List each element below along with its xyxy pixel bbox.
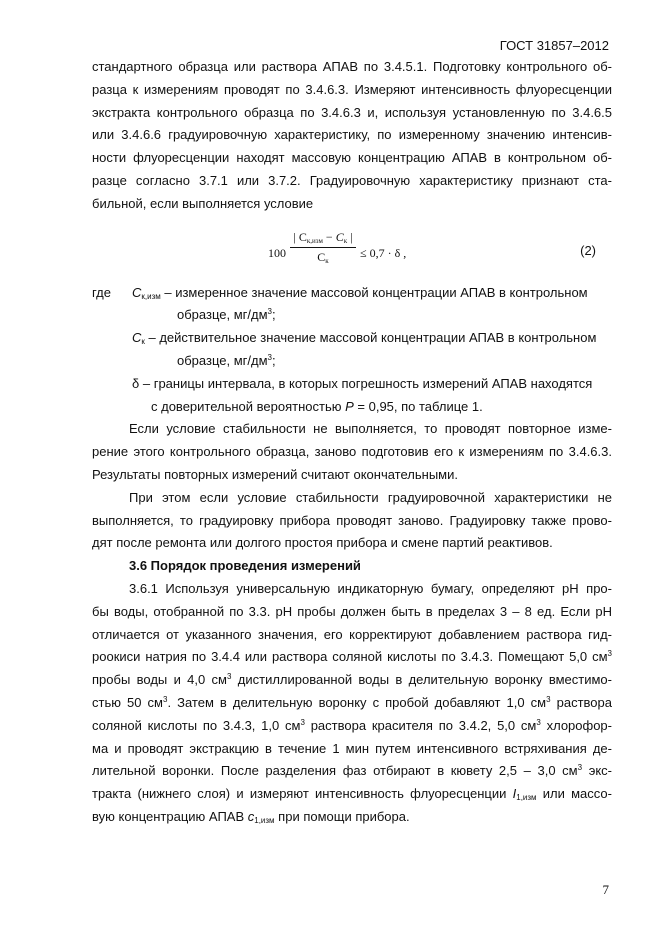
definition-delta	[92, 373, 612, 396]
text-line: бы воды, отобранной по 3.3. pH пробы должен быть в пределах 3 – 8 ед. Если pH	[92, 603, 612, 619]
formula-fraction	[290, 228, 356, 267]
symbol: C	[132, 330, 142, 346]
superscript: 3	[546, 694, 551, 704]
paragraph-recalibration	[92, 487, 612, 555]
definition-continuation	[92, 304, 612, 327]
definition-body: – границы интервала, в которых погрешность измерений АПАВ находятся	[139, 375, 593, 391]
text-line: Результаты повторных измерений считают окончательными.	[92, 466, 458, 482]
num-symbol-a: C	[298, 229, 307, 244]
section-title: 3.6 Порядок проведения измерений	[129, 558, 361, 574]
text-span: лительной воронки. После разделения фаз отбирают в кювету 2,5 – 3,0 см	[92, 763, 578, 779]
text-line: отличается от указанного значения, его корректируют добавлением раствора гид-	[92, 626, 612, 642]
text-line: экстракта контрольного образца по 3.4.6.3 и, используя установленную по 3.4.6.5	[92, 104, 612, 120]
formula-2	[92, 220, 612, 282]
text-line	[92, 806, 612, 829]
text-line	[92, 715, 612, 738]
superscript: 3	[267, 307, 272, 317]
continuation-text: образце, мг/дм	[177, 352, 268, 368]
text-line: разце согласно 3.7.1 или 3.7.2. Градуировочную характеристику признают ста-	[92, 172, 612, 188]
definition-body: – измеренное значение массовой концентрации АПАВ в контрольном	[160, 284, 588, 300]
superscript: 3	[162, 694, 168, 704]
text-line: При этом если условие стабильности градуировочной характеристики не	[129, 489, 612, 505]
symbol-p: P	[345, 398, 354, 414]
definition-c-meas	[92, 282, 612, 305]
paragraph-stability	[92, 418, 612, 486]
definition-continuation	[92, 350, 612, 373]
formula-numerator: | Cк,изм − Cк |	[293, 229, 353, 245]
superscript: 3	[267, 352, 272, 362]
text-span: . Затем в делительную воронку с пробой добавляют 1,0 см	[167, 694, 547, 710]
definition-text	[132, 327, 596, 350]
text-line: бильной, если выполняется условие	[92, 195, 314, 211]
text-span: тракта (нижнего слоя) и измеряют интенсивность флуоресценции	[92, 786, 513, 802]
text-span: соляной кислоты по 3.4.3, 1,0 см	[92, 717, 301, 733]
text-line	[92, 783, 612, 806]
formula-number: (2)	[580, 242, 596, 258]
text-span: раствора	[550, 694, 612, 710]
superscript: 3	[577, 763, 583, 773]
subscript: 1,изм	[516, 793, 537, 803]
continuation-text: образце, мг/дм	[177, 307, 268, 323]
minus-sign: −	[325, 229, 333, 244]
text-span: пробы воды и 4,0 см	[92, 672, 227, 688]
subscript: 1,изм	[254, 815, 275, 825]
formula-denominator	[290, 248, 356, 267]
text-span: дистиллированной воды в делительную воронку вместимо-	[231, 672, 612, 688]
formula-coefficient: 100	[268, 245, 286, 260]
num-symbol-b: C	[335, 229, 344, 244]
text-line	[92, 760, 612, 783]
text-line: выполняется, то градуировку прибора проводят заново. Градуировку также прово-	[92, 512, 612, 528]
symbol: C	[132, 284, 142, 300]
superscript: 3	[536, 717, 541, 727]
superscript: 3	[607, 649, 612, 659]
where-label: где	[92, 284, 111, 300]
den-sub: к	[325, 256, 329, 265]
definition-body: – действительное значение массовой концентрации АПАВ в контрольном	[144, 330, 597, 346]
continuation-text: = 0,95, по таблице 1.	[353, 398, 483, 414]
text-span: хлорофор-	[540, 717, 612, 733]
text-line	[92, 692, 612, 715]
symbol-sub: к,изм	[141, 291, 161, 301]
text-line: ности флуоресценции находят массовую концентрацию АПАВ в контрольном об-	[92, 150, 612, 166]
text-span: экс-	[582, 763, 612, 779]
definition-text	[132, 373, 592, 396]
definition-text	[132, 282, 588, 305]
punct: ;	[271, 307, 276, 323]
text-span: или массо-	[536, 786, 612, 802]
text-line: дят после ремонта или долгого простоя прибора и смене партий реактивов.	[92, 535, 553, 551]
text-span: раствора красителя по 3.4.2, 5,0 см	[304, 717, 537, 733]
symbol-c: c	[247, 808, 255, 824]
text-span: стью 50 см	[92, 694, 163, 710]
page-content	[92, 56, 612, 829]
text-line: рение этого контрольного образца, заново подготовив его к измерениям по 3.4.6.3.	[92, 444, 612, 460]
den-symbol: C	[317, 249, 326, 264]
text-line	[92, 646, 612, 669]
definitions	[92, 282, 612, 419]
symbol-sub: к	[141, 337, 145, 347]
text-line: стандартного образца или раствора АПАВ по 3.4.5.1. Подготовку контрольного об-	[92, 59, 612, 74]
superscript: 3	[300, 717, 305, 727]
num-sub-b: к	[343, 236, 348, 245]
symbol-i: I	[512, 786, 517, 802]
definition-continuation	[92, 396, 612, 419]
symbol: δ	[132, 375, 140, 391]
document-header: ГОСТ 31857–2012	[499, 38, 609, 53]
text-line: 3.6.1 Используя универсальную индикаторную бумагу, определяют pH про-	[129, 580, 612, 596]
text-span: при помощи прибора.	[274, 808, 410, 824]
punct: ;	[271, 352, 276, 368]
definition-c-actual	[92, 327, 612, 350]
paragraph-3-6-1	[92, 578, 612, 829]
text-line: Если условие стабильности не выполняется, то проводят повторное изме-	[129, 421, 612, 437]
text-span: роокиси натрия по 3.4.4 или раствора соляной кислоты по 3.4.3. Помещают 5,0 см	[92, 649, 608, 665]
text-line	[92, 669, 612, 692]
text-line: или 3.4.6.6 градуировочную характеристику, по измеренному значению интенсив-	[92, 127, 612, 143]
num-sub-a: к,изм	[306, 236, 323, 245]
text-line: разца к измерениям проводят по 3.4.6.3. Измеряют интенсивность флуоресценции	[92, 81, 612, 97]
formula-inequality: ≤ 0,7 · δ ,	[360, 245, 407, 260]
superscript: 3	[227, 672, 232, 682]
text-line: ма и проводят экстракцию в течение 1 мин путем интенсивного встряхивания де-	[92, 740, 612, 756]
page-number: 7	[602, 882, 609, 897]
continuation-text: с доверительной вероятностью	[151, 398, 346, 414]
intro-paragraph	[92, 56, 612, 216]
text-span: вую концентрацию АПАВ	[92, 808, 248, 824]
